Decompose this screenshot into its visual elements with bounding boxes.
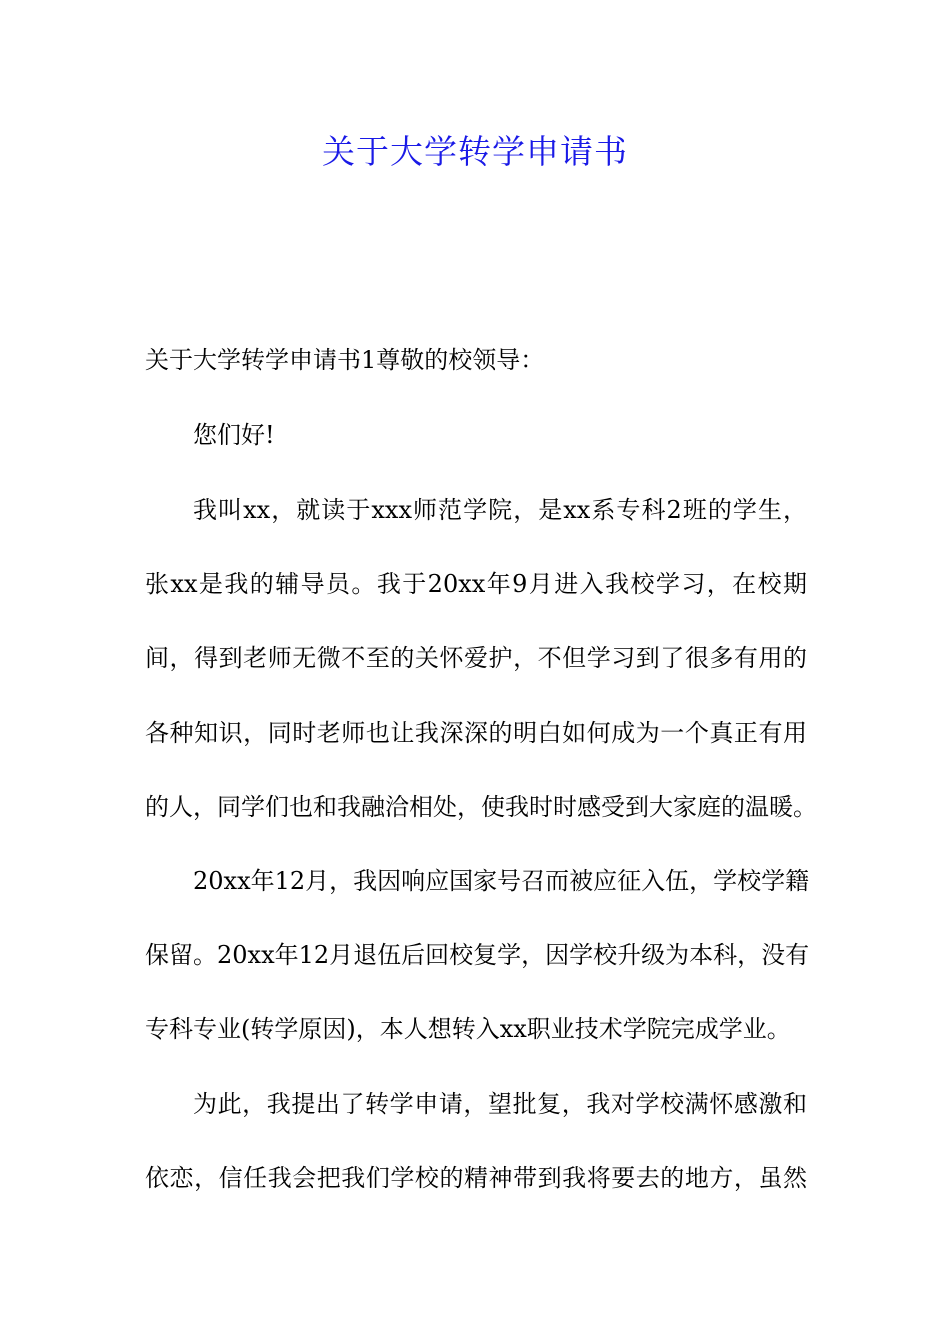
salutation-line: 关于大学转学申请书1尊敬的校领导： (145, 346, 545, 374)
body-line: 间，得到老师无微不至的关怀爱护，不但学习到了很多有用的 (145, 644, 807, 672)
body-line: 各种知识，同时老师也让我深深的明白如何成为一个真正有用 (145, 719, 807, 747)
body-line: 依恋，信任我会把我们学校的精神带到我将要去的地方，虽然 (145, 1164, 807, 1192)
body-line: 专科专业(转学原因)，本人想转入xx职业技术学院完成学业。 (145, 1015, 791, 1043)
body-line: 20xx年12月，我因响应国家号召而被应征入伍，学校学籍 (193, 867, 810, 895)
body-line: 保留。20xx年12月退伍后回校复学，因学校升级为本科，没有 (145, 941, 810, 969)
body-line: 张xx是我的辅导员。我于20xx年9月进入我校学习，在校期 (145, 570, 807, 598)
body-line: 我叫xx，就读于xxx师范学院，是xx系专科2班的学生， (193, 496, 807, 524)
document-title: 关于大学转学申请书 (322, 132, 628, 171)
body-line: 为此，我提出了转学申请，望批复，我对学校满怀感激和 (193, 1090, 807, 1118)
greeting-line: 您们好! (193, 421, 275, 449)
body-line: 的人，同学们也和我融洽相处，使我时时感受到大家庭的温暖。 (145, 793, 817, 821)
